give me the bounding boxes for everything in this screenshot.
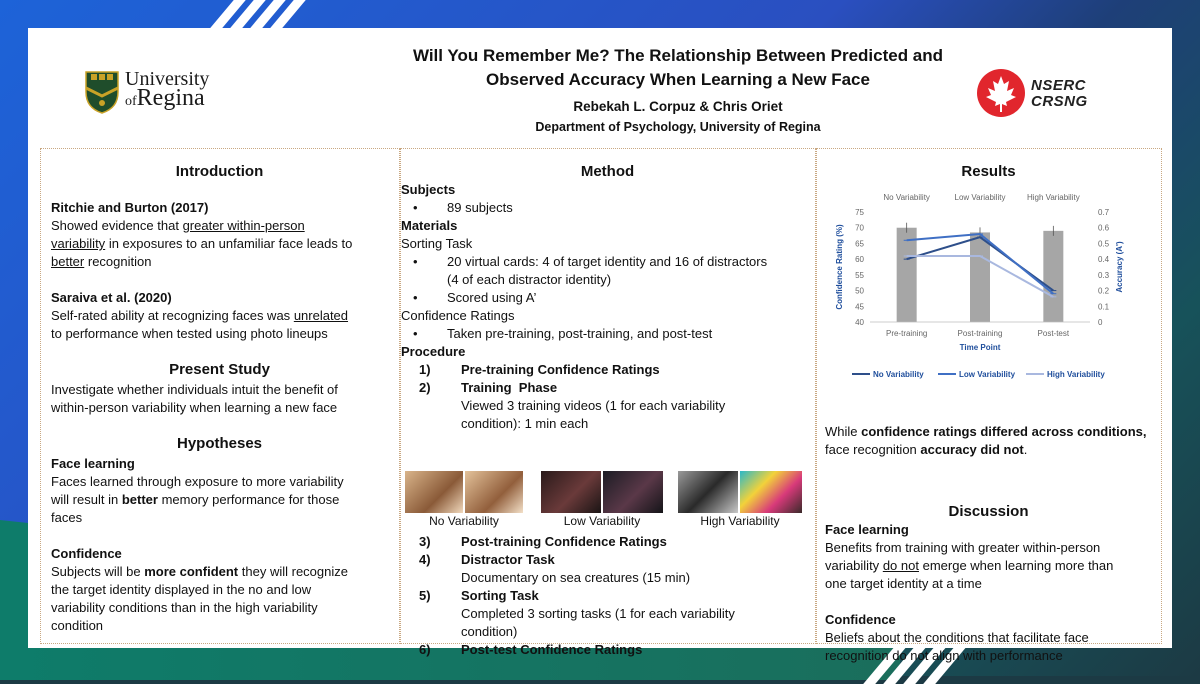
hyp-conf-line-3: variability conditions than in the high variability [51,600,318,615]
y2-tick-label: 0.5 [1098,239,1110,249]
step-2-desc-1: Viewed 3 training videos (1 for each variability [461,398,726,413]
y2-tick-label: 0.1 [1098,302,1110,312]
step-6-num: 6) [419,642,431,657]
ref1-title: Ritchie and Burton (2017) [51,200,209,215]
face-image [405,471,463,513]
step-2-title: Training Phase [461,380,558,395]
y2-tick-label: 0.2 [1098,286,1110,296]
crest-icon [85,68,119,114]
step-3-num: 3) [419,534,431,549]
hypotheses-heading: Hypotheses [176,435,263,452]
step-1-num: 1) [419,362,431,377]
sort-item-2: Scored using A’ [447,290,537,305]
present-study-text [51,381,391,417]
procedure-label: Procedure [401,344,466,359]
y2-tick-label: 0.3 [1098,270,1110,280]
ref2-c: to performance when tested using photo lineups [51,326,328,341]
disc-face-line-3: one target identity at a time [825,576,982,591]
results-chart [812,190,1132,385]
y-tick-label: 65 [855,239,864,249]
disc-face-2b: do not [882,558,919,573]
face-image [603,471,663,513]
present-study-line-2: within-person variability when learning a new face [51,400,338,415]
caption-low-variability: Low Variability [563,514,641,528]
disc-face-2c: emerge when learning more than [922,558,1114,573]
materials-label: Materials [401,218,458,233]
step-4-desc: Documentary on sea creatures (15 min) [461,570,691,585]
present-study-line-1: Investigate whether individuals intuit the benefit of [51,382,338,397]
nserc-logo [976,68,1116,118]
ref1-c: variability [51,236,106,251]
ref2-text [51,307,391,343]
step-2-desc-2: condition): 1 min each [461,416,589,431]
subjects-bullet: • [413,200,418,215]
legend-label: High Variability [1047,370,1105,379]
y-tick-label: 75 [855,208,864,217]
sort-item-1 [447,253,812,289]
y2-tick-label: 0 [1098,318,1103,327]
step-5-desc-2: condition) [461,624,518,639]
hyp-conf-line-4: condition [51,618,104,633]
sort-bullet-2: • [413,290,418,305]
ref2-title: Saraiva et al. (2020) [51,290,172,305]
accuracy-bar [1043,231,1063,322]
ref1-d: in exposures to an unfamiliar face leads to [108,236,353,251]
face-image [678,471,738,513]
nserc-line-2: CRSNG [1031,93,1088,110]
department: Department of Psychology, University of Regina [535,120,821,134]
hyp-face-text [51,473,391,527]
discussion-heading: Discussion [948,503,1029,520]
y-tick-label: 70 [855,223,864,233]
hyp-face-2c: memory performance for those [161,492,340,507]
hyp-face-2a: will result in [51,492,119,507]
step-5-desc-1: Completed 3 sorting tasks (1 for each variability [461,606,735,621]
step-2-desc [461,397,811,433]
nserc-line-1: NSERC [1031,77,1087,94]
title-line-1: Will You Remember Me? The Relationship Between Predicted and [412,46,944,65]
y2-tick-label: 0.7 [1098,208,1110,217]
ref1-b: greater within-person [182,218,305,233]
y-tick-label: 45 [855,302,864,312]
introduction-heading: Introduction [175,163,264,180]
face-image [541,471,601,513]
conf-item: Taken pre-training, post-training, and post-test [447,326,713,341]
confidence-ratings-label: Confidence Ratings [401,308,515,323]
step-3-title: Post-training Confidence Ratings [461,534,667,549]
accuracy-bar [897,228,917,322]
y2-axis-label: Accuracy (A') [1115,241,1124,293]
results-summary [825,423,1160,459]
logo-line-2: of [125,94,137,109]
legend-label: No Variability [873,370,924,379]
conf-bullet: • [413,326,418,341]
step-1-title: Pre-training Confidence Ratings [461,362,660,377]
y-tick-label: 50 [855,286,864,296]
logo-line-1: University [125,68,210,90]
sort-bullet-1: • [413,254,418,269]
ref2-a: Self-rated ability at recognizing faces was [51,308,291,323]
x-tick-label: Post-training [957,329,1003,338]
step-5-desc [461,605,811,641]
step-4-title: Distractor Task [461,552,555,567]
step-5-num: 5) [419,588,431,603]
legend-label: Low Variability [959,370,1016,379]
hyp-conf-1a: Subjects will be [51,564,141,579]
disc-conf-line-2: recognition do not align with performance [825,648,1063,663]
hyp-conf-title: Confidence [51,546,122,561]
column-introduction [40,148,400,644]
step-4-num: 4) [419,552,431,567]
ref1-text [51,217,391,271]
column-method [400,148,816,657]
step-6-title: Post-test Confidence Ratings [461,642,643,657]
x-tick-label: Pre-training [885,329,928,338]
results-b: confidence ratings differed across conditions, [861,424,1147,439]
disc-conf-line-1: Beliefs about the conditions that facilitate face [825,630,1089,645]
subjects-item: 89 subjects [447,200,513,215]
step-5-title: Sorting Task [461,588,539,603]
results-c: face recognition [825,442,917,457]
hyp-conf-line-2: the target identity displayed in the no and low [51,582,312,597]
sort-item-1-line-2: (4 of each distractor identity) [447,272,612,287]
ref1-a: Showed evidence that [51,218,179,233]
step-2-num: 2) [419,380,431,395]
results-heading: Results [961,163,1016,180]
y-tick-label: 60 [855,255,864,265]
caption-no-variability: No Variability [429,514,499,528]
hyp-conf-1c: they will recognize [241,564,348,579]
results-e: . [1023,442,1028,457]
bar-top-label: No Variability [883,193,930,202]
x-axis-label: Time Point [959,343,1001,352]
hyp-face-line-1: Faces learned through exposure to more variability [51,474,344,489]
y-tick-label: 40 [855,318,864,327]
disc-face-text [825,539,1160,593]
sort-item-1-line-1: 20 virtual cards: 4 of target identity and 16 of distractors [447,254,768,269]
face-image [740,471,802,513]
photo-no-variability [405,471,523,513]
y2-tick-label: 0.4 [1098,255,1110,265]
bar-top-label: Low Variability [954,193,1006,202]
disc-face-2a: variability [825,558,880,573]
subjects-label: Subjects [401,182,456,197]
ref2-b: unrelated [293,308,349,323]
authors: Rebekah L. Corpuz & Chris Oriet [573,99,783,114]
results-d: accuracy did not [920,442,1024,457]
sorting-task-label: Sorting Task [401,236,473,251]
face-image [465,471,523,513]
poster-title [278,44,1078,92]
maple-leaf-icon [976,68,1026,118]
present-study-heading: Present Study [169,361,270,378]
photo-low-variability [541,471,663,513]
disc-conf-title: Confidence [825,612,896,627]
method-heading: Method [580,163,635,180]
x-tick-label: Post-test [1037,329,1070,338]
accuracy-bar [970,232,990,322]
ref1-e: better [51,254,85,269]
logo-line-3: Regina [136,85,205,111]
disc-face-line-1: Benefits from training with greater within-person [825,540,1101,555]
caption-high-variability: High Variability [700,514,780,528]
results-a: While [825,424,858,439]
ref1-f: recognition [87,254,152,269]
disc-conf-text [825,629,1160,665]
university-of-regina-logo [85,68,285,118]
photo-high-variability [678,471,802,513]
disc-face-title: Face learning [825,522,909,537]
hyp-conf-1b: more confident [144,564,239,579]
hyp-face-line-3: faces [51,510,83,525]
bar-top-label: High Variability [1026,193,1080,202]
y2-tick-label: 0.6 [1098,223,1110,233]
title-line-2: Observed Accuracy When Learning a New Face [486,70,870,89]
y-axis-label: Confidence Rating (%) [835,224,844,310]
hyp-face-2b: better [121,492,158,507]
hyp-face-title: Face learning [51,456,135,471]
y-tick-label: 55 [855,270,864,280]
hyp-conf-text [51,563,396,635]
